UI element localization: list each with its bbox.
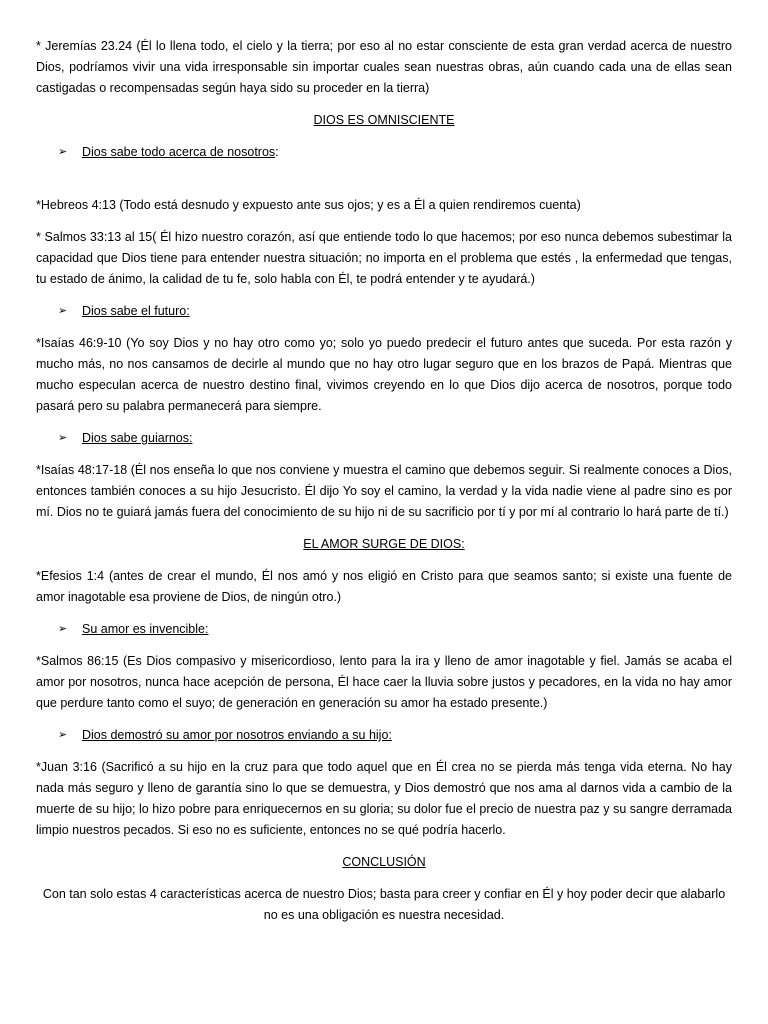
document-page <box>36 36 732 926</box>
paragraph-conclusion: Con tan solo estas 4 características acerca de nuestro Dios; basta para creer y confiar en Él y hoy poder decir que alabarlo no es una obligación es nuestra necesidad. <box>42 887 726 922</box>
bullet-sabe-futuro-label: Dios sabe el futuro: <box>82 304 190 318</box>
paragraph-isaias-48: *Isaías 48:17-18 (Él nos enseña lo que nos conviene y muestra el camino que debemos seguir. Si realmente conoces a Dios, entonces también conoces a su hijo Jesucristo. Él dijo Yo soy el camino, la verdad y la vida nadie viene al padre sino es por mí. Dios no te guiará jamás fuera del conocimiento de su hijo ni de su sacrificio por tí y por mí al contrario lo hará parte de tí.) <box>36 463 732 519</box>
paragraph-salmos-33: * Salmos 33:13 al 15( Él hizo nuestro corazón, así que entiende todo lo que hacemos; por eso nunca debemos subestimar la capacidad que Dios tiene para entender nuestra situación; no importa en el problema que estés , la enfermedad que tengas, tu estado de ánimo, la calidad de tu fe, solo habla con Él, te podrá entender y te ayudará.) <box>36 230 732 286</box>
bullet-demostro-amor-label: Dios demostró su amor por nosotros enviando a su hijo: <box>82 728 392 742</box>
bullet-sabe-guiarnos-label: Dios sabe guiarnos: <box>82 431 193 445</box>
arrow-bullet-icon: ➢ <box>58 305 68 317</box>
bullet-sabe-todo <box>36 142 732 163</box>
paragraph-salmos-86: *Salmos 86:15 (Es Dios compasivo y misericordioso, lento para la ira y lleno de amor inagotable y fiel. Jamás se acaba el amor por nosotros, nunca hace acepción de persona, Él hace caer la lluvia sobre justos y pecadores, en la vida no hay amor que perdure tanto como el suyo; de generación en generación su amor ha estado presente.) <box>36 654 732 710</box>
paragraph-juan: *Juan 3:16 (Sacrificó a su hijo en la cruz para que todo aquel que en Él crea no se pierda más tenga vida eterna. No hay nada más seguro y lleno de garantía sino lo que se demuestra, y Dios demostró que nos ama al darnos vida a cambio de la muerte de su hijo; lo hizo pobre para enriquecernos en su gloria; su dolor fue el precio de nuestra paz y su sangre derramada limpio nuestros pecados. Si eso no es suficiente, entonces no se qué podría hacerlo. <box>36 760 732 837</box>
paragraph-hebreos: *Hebreos 4:13 (Todo está desnudo y expuesto ante sus ojos; y es a Él a quien rendiremos cuenta) <box>36 198 581 212</box>
paragraph-isaias-46: *Isaías 46:9-10 (Yo soy Dios y no hay otro como yo; solo yo puedo predecir el futuro antes que suceda. Por esta razón y mucho más, no nos cansamos de decirle al mundo que no hay otro lugar seguro que en los brazos de Papá. Mientras que mucho especulan acerca de nuestro destino final, vivimos creyendo en lo que Dios dijo acerca de nosotros, porque todo pasará pero su palabra permanecerá para siempre. <box>36 336 732 413</box>
paragraph-jeremias: * Jeremías 23.24 (Él lo llena todo, el cielo y la tierra; por eso al no estar consciente de esta gran verdad acerca de nuestro Dios, podríamos vivir una vida irresponsable sin importar cuales sean nuestras obras, aún cuando cada una de ellas sean castigadas o recompensadas según haya sido su proceder en la tierra) <box>36 39 732 95</box>
bullet-amor-invencible <box>36 619 732 640</box>
bullet-sabe-todo-colon: : <box>275 145 279 159</box>
bullet-sabe-guiarnos <box>36 428 732 449</box>
bullet-sabe-todo-label: Dios sabe todo acerca de nosotros <box>82 145 276 159</box>
arrow-bullet-icon: ➢ <box>58 146 68 158</box>
arrow-bullet-icon: ➢ <box>58 432 68 444</box>
paragraph-efesios: *Efesios 1:4 (antes de crear el mundo, Él nos amó y nos eligió en Cristo para que seamos santo; si existe una fuente de amor inagotable esa proviene de Dios, de ningún otro.) <box>36 569 732 604</box>
heading-omnisciente: DIOS ES OMNISCIENTE <box>313 113 455 127</box>
arrow-bullet-icon: ➢ <box>58 623 68 635</box>
bullet-demostro-amor <box>36 725 732 746</box>
bullet-sabe-futuro <box>36 301 732 322</box>
spacer <box>36 174 732 195</box>
heading-amor: EL AMOR SURGE DE DIOS: <box>303 537 465 551</box>
bullet-amor-invencible-label: Su amor es invencible: <box>82 622 209 636</box>
heading-conclusion: CONCLUSIÓN <box>342 855 426 869</box>
arrow-bullet-icon: ➢ <box>58 729 68 741</box>
